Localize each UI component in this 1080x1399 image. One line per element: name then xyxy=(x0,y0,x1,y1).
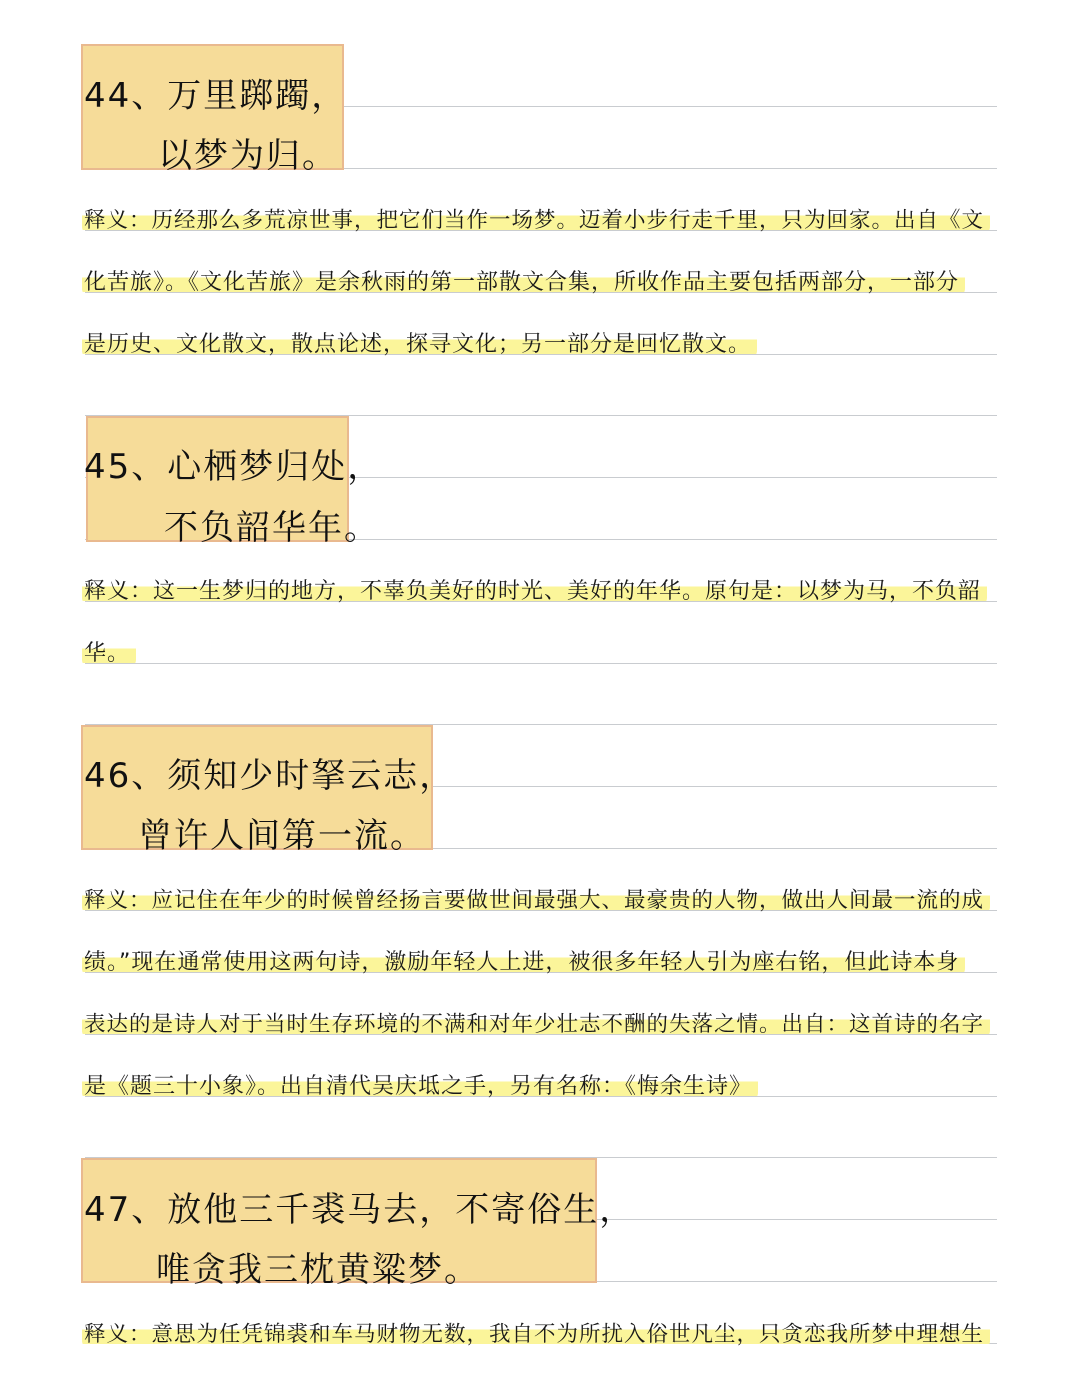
note-line xyxy=(82,639,136,669)
entry-title-line: 曾许人间第一流。 xyxy=(138,816,426,856)
entry-title-line: 46、须知少时拏云志， xyxy=(84,756,456,796)
note-line xyxy=(82,886,990,916)
entry-title-line: 以梦为归。 xyxy=(158,136,338,176)
note-line xyxy=(82,948,965,978)
highlighted-text: 表达的是诗人对于当时生存环境的不满和对年少壮志不酬的失落之情。出自：这首诗的名字 xyxy=(82,1012,990,1037)
note-line xyxy=(82,1320,990,1350)
entry-title-line: 44、万里踯躅， xyxy=(84,76,348,116)
note-line xyxy=(82,330,757,360)
note-line xyxy=(82,268,965,298)
highlighted-text: 释义：应记住在年少的时候曾经扬言要做世间最强大、最豪贵的人物，做出人间最一流的成 xyxy=(82,888,990,913)
highlighted-text: 绩。”现在通常使用这两句诗，激励年轻人上进，被很多年轻人引为座右铭，但此诗本身 xyxy=(82,950,965,975)
entry-title-line: 唯贪我三枕黄粱梦。 xyxy=(156,1250,480,1290)
highlighted-text: 是《题三十小象》。出自清代吴庆坻之手，另有名称：《悔余生诗》 xyxy=(82,1074,758,1099)
entry-title-line: 47、放他三千裘马去，不寄俗生， xyxy=(84,1190,636,1230)
entry-title-line: 不负韶华年。 xyxy=(164,508,380,548)
note-line xyxy=(82,577,987,607)
highlighted-text: 是历史、文化散文，散点论述，探寻文化；另一部分是回忆散文。 xyxy=(82,332,757,357)
ruled-line xyxy=(85,663,997,664)
entry-title-line: 45、心栖梦归处， xyxy=(84,447,384,487)
note-line xyxy=(82,1010,990,1040)
highlighted-text: 释义：历经那么多荒凉世事，把它们当作一场梦。迈着小步行走千里，只为回家。出自《文 xyxy=(82,208,990,233)
note-line xyxy=(82,1072,758,1102)
highlighted-text: 化苦旅》。《文化苦旅》是余秋雨的第一部散文合集，所收作品主要包括两部分，一部分 xyxy=(82,270,965,295)
highlighted-text: 华。 xyxy=(82,641,136,666)
highlighted-text: 释义：这一生梦归的地方，不辜负美好的时光、美好的年华。原句是：以梦为马，不负韶 xyxy=(82,579,987,604)
note-line xyxy=(82,206,990,236)
highlighted-text: 释义：意思为任凭锦裘和车马财物无数，我自不为所扰入俗世凡尘，只贪恋我所梦中理想生 xyxy=(82,1322,990,1347)
